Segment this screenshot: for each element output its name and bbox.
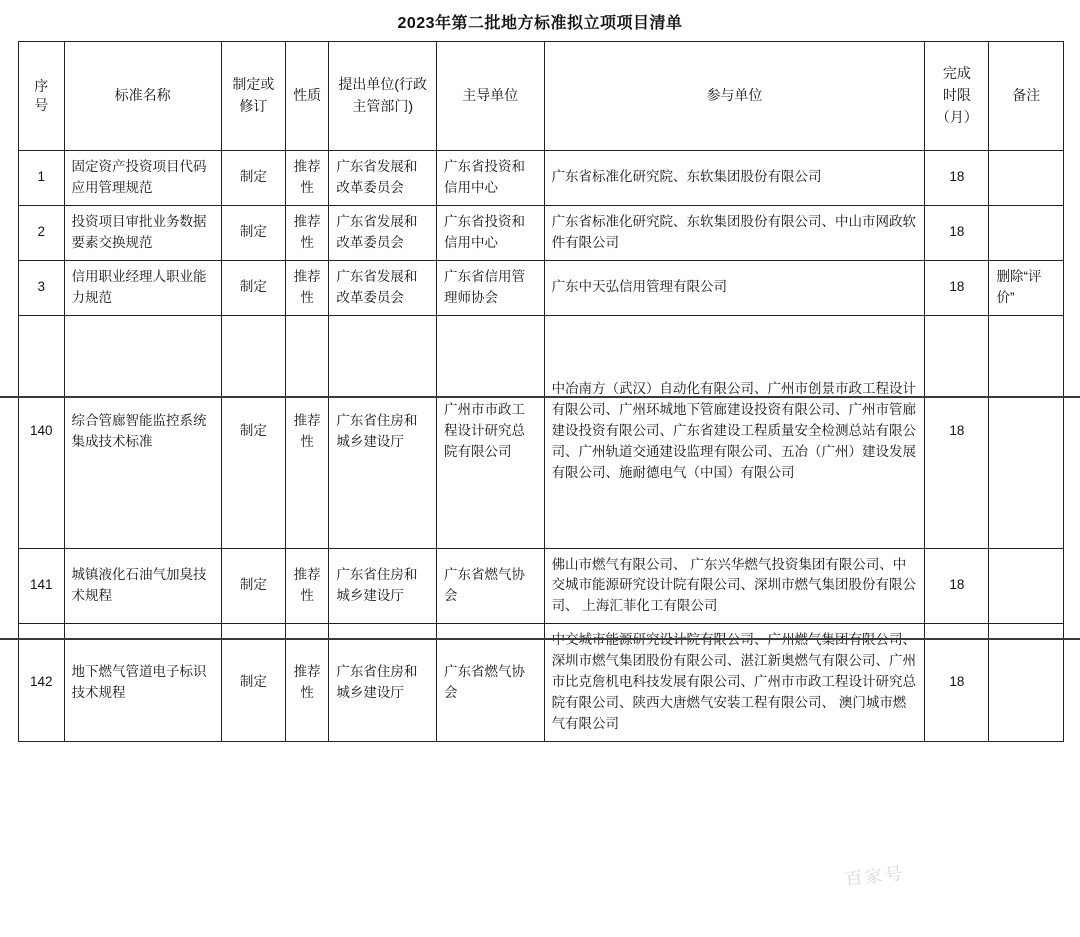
cell-property: 推荐性 (285, 548, 328, 624)
cell-seq: 140 (19, 315, 65, 548)
table-header-row (19, 42, 1064, 151)
cell-lead-unit: 广东省燃气协会 (436, 624, 544, 742)
cell-note (989, 205, 1064, 260)
cell-deadline: 18 (925, 205, 989, 260)
column-header-name: 标准名称 (64, 42, 221, 151)
column-header-type-line2: 修订 (239, 98, 268, 114)
cell-standard-name: 信用职业经理人职业能力规范 (64, 260, 221, 315)
cell-standard-name: 投资项目审批业务数据要素交换规范 (64, 205, 221, 260)
cell-note (989, 624, 1064, 742)
cell-lead-unit: 广东省燃气协会 (436, 548, 544, 624)
cell-lead-unit: 广州市市政工程设计研究总院有限公司 (436, 315, 544, 548)
cell-lead-unit: 广东省信用管理师协会 (436, 260, 544, 315)
table-container (0, 41, 1080, 742)
cell-proposing-unit: 广东省发展和改革委员会 (329, 151, 437, 206)
table-row (19, 260, 1064, 315)
column-header-property: 性质 (285, 42, 328, 151)
column-header-seq-line2: 号 (34, 97, 49, 113)
project-list-table (18, 41, 1064, 742)
column-header-deadline (925, 42, 989, 151)
cell-proposing-unit: 广东省发展和改革委员会 (329, 260, 437, 315)
cell-seq: 3 (19, 260, 65, 315)
cell-property: 推荐性 (285, 205, 328, 260)
cell-note (989, 315, 1064, 548)
column-header-deadline-line2: 时限 (942, 87, 971, 104)
cell-type: 制定 (221, 315, 285, 548)
column-header-proposing-unit-line2: 主管部门) (352, 98, 413, 114)
cell-standard-name: 固定资产投资项目代码应用管理规范 (64, 151, 221, 206)
table-row (19, 548, 1064, 624)
column-header-seq (19, 42, 65, 151)
column-header-note: 备注 (989, 42, 1064, 151)
cell-type: 制定 (221, 548, 285, 624)
cell-property: 推荐性 (285, 260, 328, 315)
column-header-deadline-line1: 完成 (942, 65, 971, 82)
cell-participants: 广东中天弘信用管理有限公司 (544, 260, 925, 315)
cell-seq: 1 (19, 151, 65, 206)
cell-participants: 中交城市能源研究设计院有限公司、广州燃气集团有限公司、 深圳市燃气集团股份有限公司、湛江新奥燃气有限公司、广州市比克詹机电科技发展有限公司、广州市市政工程设计研究总院有限公司、陕西大唐燃气安装工程有限公司、 澳门城市燃气有限公司 (544, 624, 925, 742)
cell-note: 删除“评价” (989, 260, 1064, 315)
column-header-type (221, 42, 285, 151)
column-header-lead-unit: 主导单位 (436, 42, 544, 151)
table-row (19, 624, 1064, 742)
column-header-seq-line1: 序 (34, 78, 49, 95)
cell-standard-name: 综合管廊智能监控系统集成技术标准 (64, 315, 221, 548)
cell-deadline: 18 (925, 260, 989, 315)
cell-standard-name: 地下燃气管道电子标识技术规程 (64, 624, 221, 742)
cell-proposing-unit: 广东省住房和城乡建设厅 (329, 624, 437, 742)
cell-lead-unit: 广东省投资和信用中心 (436, 205, 544, 260)
cell-proposing-unit: 广东省住房和城乡建设厅 (329, 548, 437, 624)
cell-proposing-unit: 广东省住房和城乡建设厅 (329, 315, 437, 548)
table-row (19, 205, 1064, 260)
cell-type: 制定 (221, 260, 285, 315)
column-header-proposing-unit-line1: 提出单位(行政 (338, 76, 427, 93)
column-header-deadline-line3: （月） (935, 108, 978, 125)
column-header-participants: 参与单位 (544, 42, 925, 151)
column-header-proposing-unit (329, 42, 437, 151)
cell-seq: 141 (19, 548, 65, 624)
cell-note (989, 151, 1064, 206)
cell-participants: 佛山市燃气有限公司、 广东兴华燃气投资集团有限公司、中交城市能源研究设计院有限公司、深圳市燃气集团股份有限公司、 上海汇菲化工有限公司 (544, 548, 925, 624)
cell-type: 制定 (221, 205, 285, 260)
cell-deadline: 18 (925, 624, 989, 742)
column-header-type-line1: 制定或 (232, 76, 275, 93)
cell-property: 推荐性 (285, 151, 328, 206)
cell-participants: 广东省标准化研究院、东软集团股份有限公司、中山市网政软件有限公司 (544, 205, 925, 260)
cell-deadline: 18 (925, 548, 989, 624)
cell-deadline: 18 (925, 315, 989, 548)
cell-lead-unit: 广东省投资和信用中心 (436, 151, 544, 206)
cell-deadline: 18 (925, 151, 989, 206)
watermark: 百家号 (844, 863, 907, 890)
cell-type: 制定 (221, 151, 285, 206)
cell-seq: 142 (19, 624, 65, 742)
cell-participants: 广东省标准化研究院、东软集团股份有限公司 (544, 151, 925, 206)
cell-standard-name: 城镇液化石油气加臭技术规程 (64, 548, 221, 624)
cell-property: 推荐性 (285, 315, 328, 548)
cell-seq: 2 (19, 205, 65, 260)
cell-proposing-unit: 广东省发展和改革委员会 (329, 205, 437, 260)
cell-note (989, 548, 1064, 624)
cell-participants: 中冶南方（武汉）自动化有限公司、广州市创景市政工程设计有限公司、广州环城地下管廊建设投资有限公司、广州市管廊建设投资有限公司、广东省建设工程质量安全检测总站有限公司、广州轨道交通建设监理有限公司、五冶（广州）建设发展有限公司、施耐德电气（中国）有限公司 (544, 315, 925, 548)
table-row (19, 151, 1064, 206)
page-title: 2023年第二批地方标准拟立项项目清单 (397, 15, 683, 32)
table-row (19, 315, 1064, 548)
cell-property: 推荐性 (285, 624, 328, 742)
cell-type: 制定 (221, 624, 285, 742)
